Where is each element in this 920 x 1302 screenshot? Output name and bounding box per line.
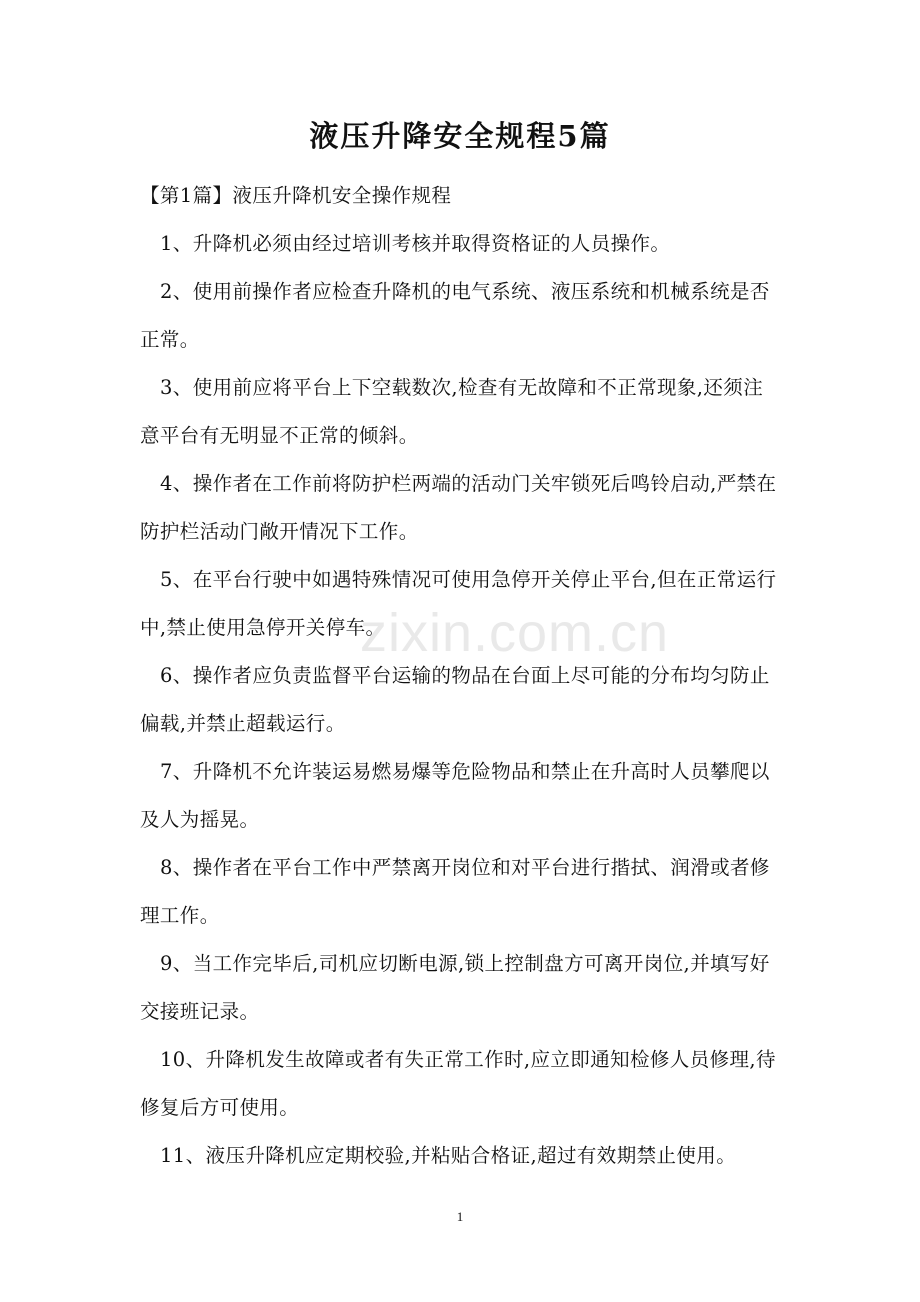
section-heading: 【第1篇】液压升降机安全操作规程 — [140, 184, 452, 207]
document-title: 液压升降安全规程5篇 — [309, 119, 611, 153]
document-body — [140, 172, 782, 1180]
watermark: zixin.com.cn — [360, 603, 670, 663]
paragraph-10: 10、升降机发生故障或者有失正常工作时,应立即通知检修人员修理,待修复后方可使用。 — [140, 1048, 776, 1119]
paragraph-9: 9、当工作完毕后,司机应切断电源,锁上控制盘方可离开岗位,并填写好交接班记录。 — [140, 952, 770, 1023]
paragraph-3: 3、使用前应将平台上下空载数次,检查有无故障和不正常现象,还须注意平台有无明显不正常的倾斜。 — [140, 376, 764, 447]
paragraph-11: 11、液压升降机应定期校验,并粘贴合格证,超过有效期禁止使用。 — [160, 1144, 737, 1167]
paragraph-2: 2、使用前操作者应检查升降机的电气系统、液压系统和机械系统是否正常。 — [140, 280, 770, 351]
page-number: 1 — [456, 1209, 464, 1224]
paragraph-8: 8、操作者在平台工作中严禁离开岗位和对平台进行揩拭、润滑或者修理工作。 — [140, 856, 770, 927]
paragraph-6: 6、操作者应负责监督平台运输的物品在台面上尽可能的分布均匀防止偏载,并禁止超载运行。 — [140, 664, 770, 735]
paragraph-7: 7、升降机不允许装运易燃易爆等危险物品和禁止在升高时人员攀爬以及人为摇晃。 — [140, 760, 770, 831]
paragraph-1: 1、升降机必须由经过培训考核并取得资格证的人员操作。 — [160, 232, 671, 255]
paragraph-4: 4、操作者在工作前将防护栏两端的活动门关牢锁死后鸣铃启动,严禁在防护栏活动门敞开情况下工作。 — [140, 472, 777, 543]
paragraph-5: 5、在平台行驶中如遇特殊情况可使用急停开关停止平台,但在正常运行中,禁止使用急停开关停车。 — [140, 568, 777, 639]
